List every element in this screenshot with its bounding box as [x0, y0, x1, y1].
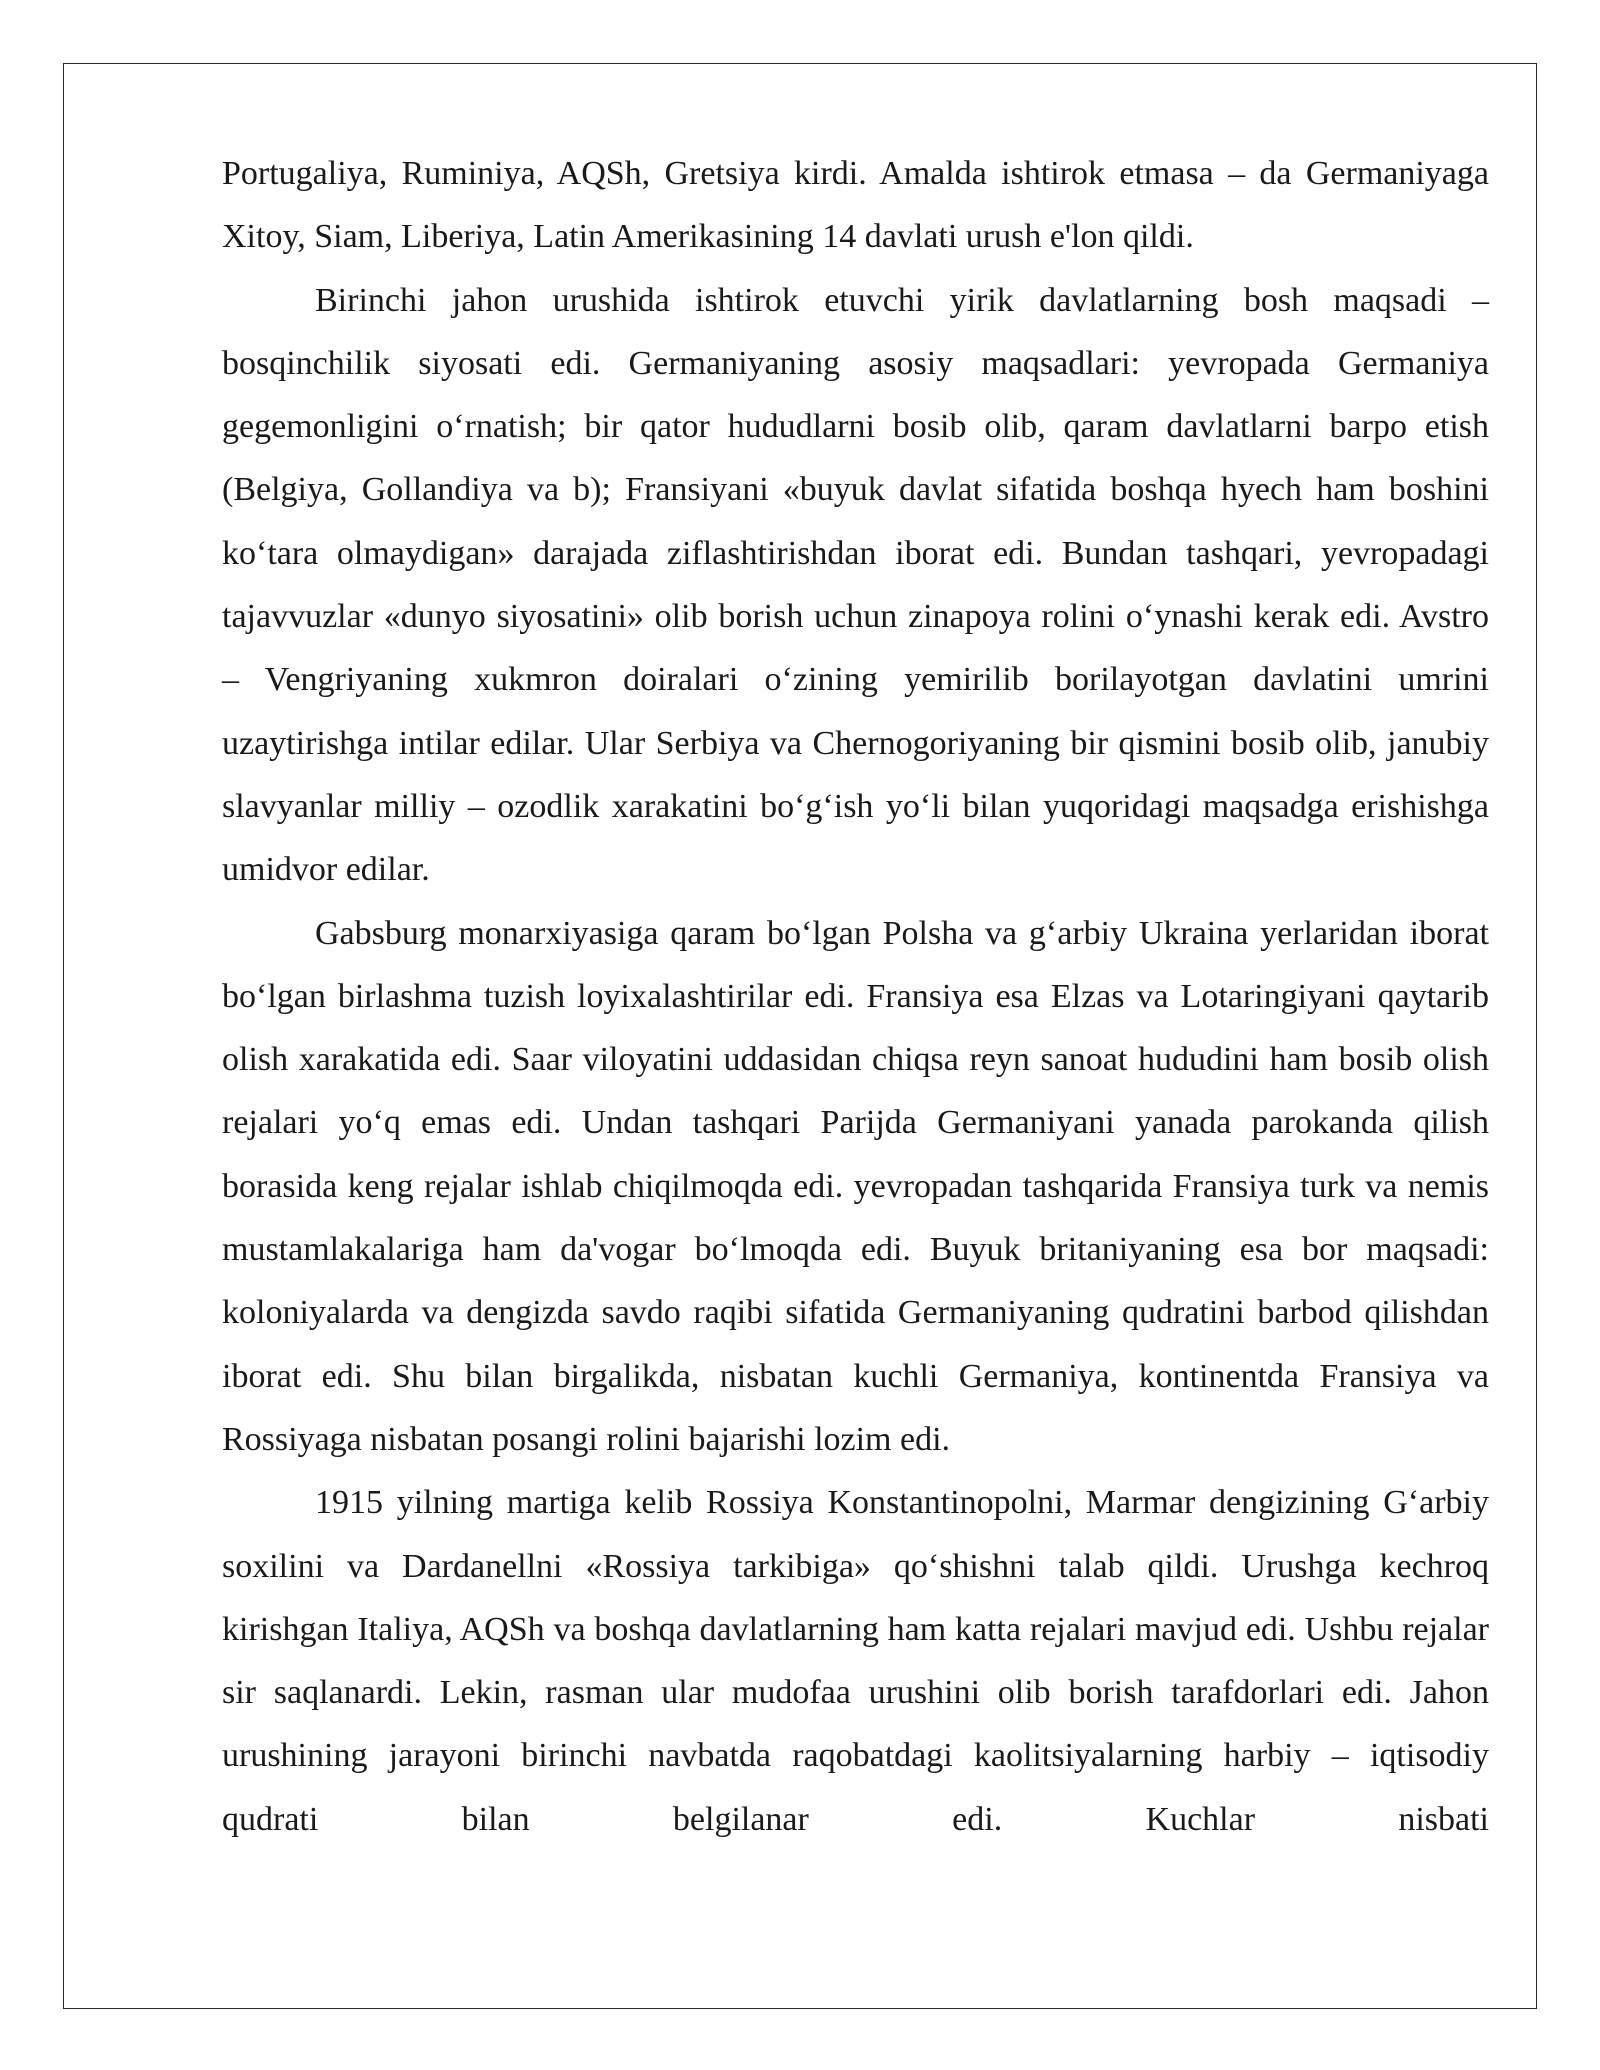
- paragraph-3: Gabsburg monarxiyasiga qaram bo‘lgan Polsha va g‘arbiy Ukraina yerlaridan iborat bo‘lgan birlashma tuzish loyixalashtirilar edi. Fransiya esa Elzas va Lotaringiyani qaytarib olish xarakatida edi. Saar viloyatini uddasidan chiqsa reyn sanoat hududini ham bosib olish rejalari yo‘q emas edi. Undan tashqari Parijda Germaniyani yanada parokanda qilish borasida keng rejalar ishlab chiqilmoqda edi. yevropadan tashqarida Fransiya turk va nemis mustamlakalariga ham da'vogar bo‘lmoqda edi. Buyuk britaniyaning esa bor maqsadi: koloniyalarda va dengizda savdo raqibi sifatida Germaniyaning qudratini barbod qilishdan iborat edi. Shu bilan birgalikda, nisbatan kuchli Germaniya, kontinentda Fransiya va Rossiyaga nisbatan posangi rolini bajarishi lozim edi.: [222, 914, 1489, 1458]
- paragraph-1: Portugaliya, Ruminiya, AQSh, Gretsiya kirdi. Amalda ishtirok etmasa – da Germaniyaga Xitoy, Siam, Liberiya, Latin Amerikasining 14 davlati urush e'lon qildi.: [222, 155, 1489, 256]
- paragraph-2: Birinchi jahon urushida ishtirok etuvchi yirik davlatlarning bosh maqsadi – bosqinchilik siyosati edi. Germaniyaning asosiy maqsadlari: yevropada Germaniya gegemonligini o‘rnatish; bir qator hududlarni bosib olib, qaram davlatlarni barpo etish (Belgiya, Gollandiya va b); Fransiyani «buyuk davlat sifatida boshqa hyech ham boshini ko‘tara olmaydigan» darajada ziflashtirishdan iborat edi. Bundan tashqari, yevropadagi tajavvuzlar «dunyo siyosatini» olib borish uchun zinapoya rolini o‘ynashi kerak edi. Avstro – Vengriyaning xukmron doiralari o‘zining yemirilib borilayotgan davlatini umrini uzaytirishga intilar edilar. Ular Serbiya va Chernogoriyaning bir qismini bosib olib, janubiy slavyanlar milliy – ozodlik xarakatini bo‘g‘ish yo‘li bilan yuqoridagi maqsadga erishishga umidvor edilar.: [222, 281, 1489, 889]
- document-body: [222, 142, 1489, 1851]
- paragraph-4: 1915 yilning martiga kelib Rossiya Konstantinopolni, Marmar dengizining G‘arbiy soxilini va Dardanellni «Rossiya tarkibiga» qo‘shishni talab qildi. Urushga kechroq kirishgan Italiya, AQSh va boshqa davlatlarning ham katta rejalari mavjud edi. Ushbu rejalar sir saqlanardi. Lekin, rasman ular mudofaa urushini olib borish tarafdorlari edi. Jahon urushining jarayoni birinchi navbatda raqobatdagi kaolitsiyalarning harbiy – iqtisodiy qudrati bilan belgilanar edi. Kuchlar nisbati: [222, 1484, 1489, 1838]
